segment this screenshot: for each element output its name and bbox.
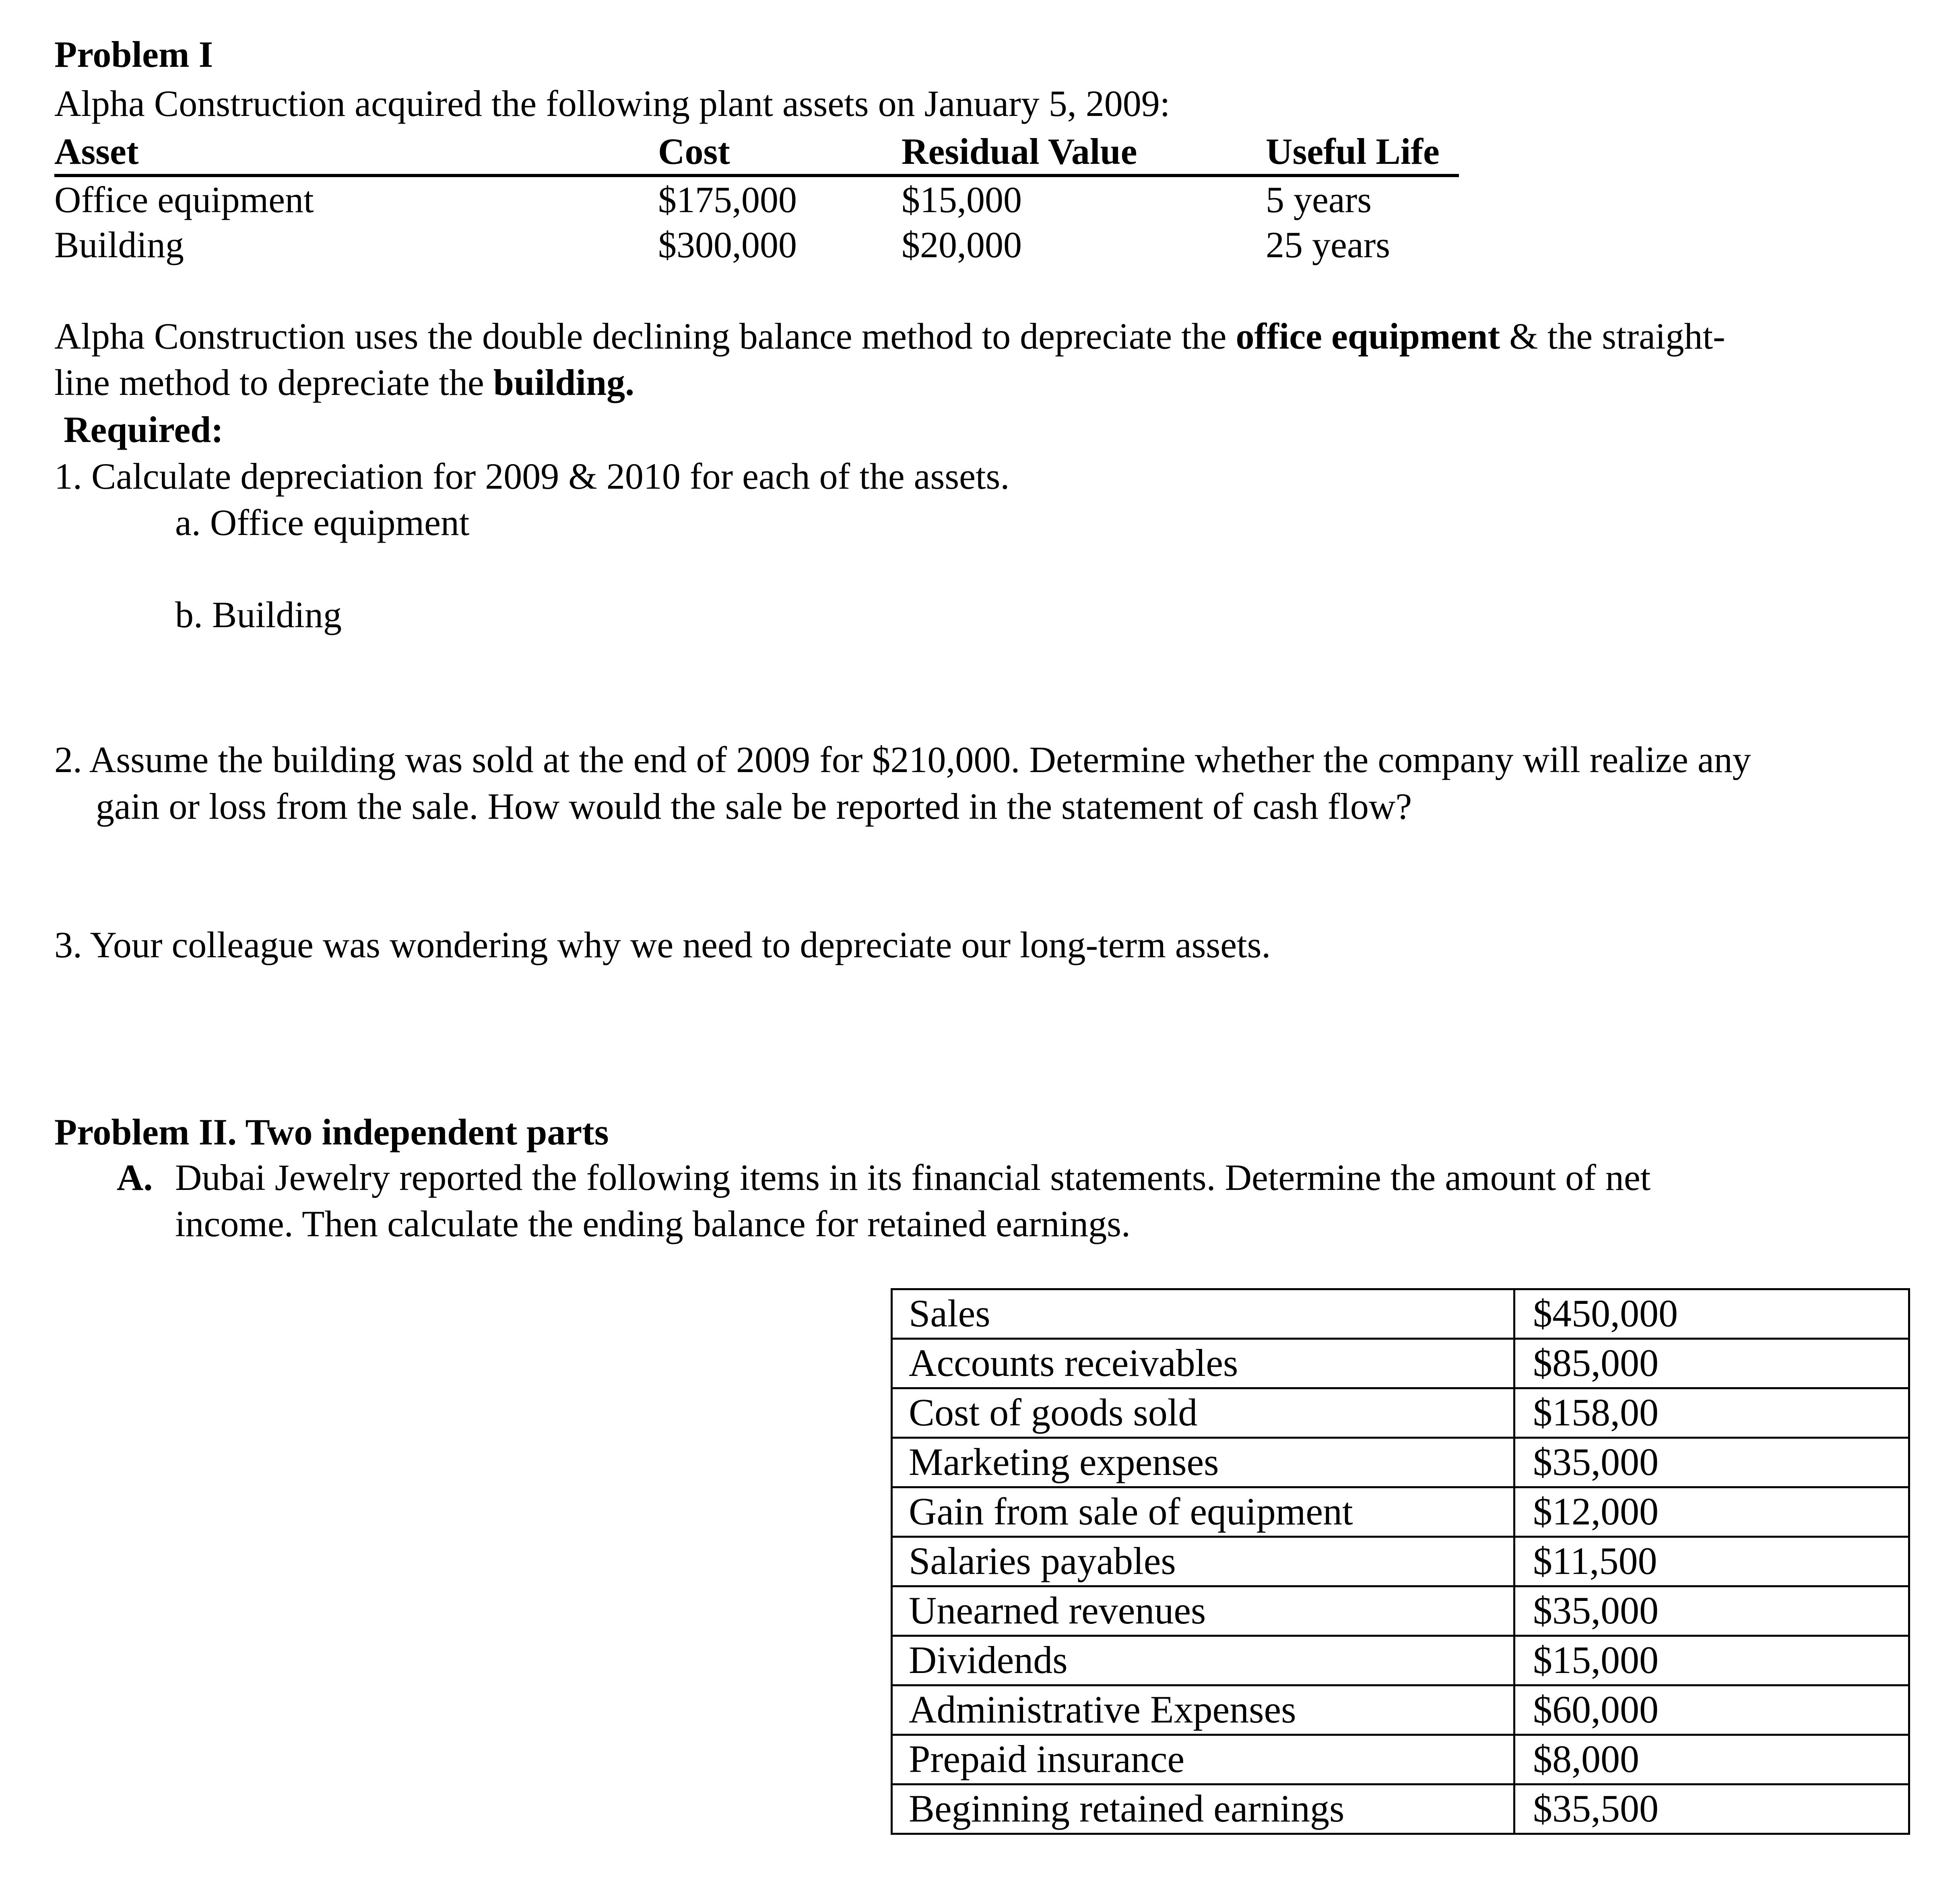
asset-name: Building bbox=[54, 224, 184, 265]
table-row bbox=[892, 1537, 1909, 1586]
asset-residual-value: $20,000 bbox=[902, 224, 1022, 265]
question-2-line-1: 2. Assume the building was sold at the end of 2009 for $210,000. Determine whether the company will realize any bbox=[54, 739, 1751, 780]
column-header-useful-life: Useful Life bbox=[1266, 129, 1459, 176]
table-row bbox=[892, 1636, 1909, 1685]
item-label: Marketing expenses bbox=[892, 1438, 1514, 1487]
method-paragraph-line-1 bbox=[54, 314, 1725, 358]
item-amount: $12,000 bbox=[1514, 1487, 1909, 1537]
table-row bbox=[892, 1339, 1909, 1388]
table-row bbox=[892, 1388, 1909, 1438]
part-a-label: A. bbox=[117, 1157, 153, 1198]
part-a-text-line-1: Dubai Jewelry reported the following items in its financial statements. Determine the amount of net bbox=[175, 1157, 1651, 1198]
column-header-cost: Cost bbox=[658, 129, 902, 176]
plant-assets-table bbox=[54, 129, 1459, 267]
problem-2-title: Problem II. Two independent parts bbox=[54, 1111, 609, 1152]
table-row bbox=[54, 222, 1459, 267]
item-label: Prepaid insurance bbox=[892, 1735, 1514, 1784]
question-3: 3. Your colleague was wondering why we need to depreciate our long-term assets. bbox=[54, 924, 1271, 965]
method-text-2: & the straight- bbox=[1500, 316, 1725, 357]
item-label: Dividends bbox=[892, 1636, 1514, 1685]
required-label: Required: bbox=[64, 409, 223, 450]
table-row bbox=[892, 1438, 1909, 1487]
part-a-text-line-2: income. Then calculate the ending balance for retained earnings. bbox=[175, 1203, 1131, 1244]
asset-cost: $300,000 bbox=[658, 224, 797, 265]
table-header-row bbox=[54, 129, 1459, 176]
item-amount: $85,000 bbox=[1514, 1339, 1909, 1388]
column-header-residual-value: Residual Value bbox=[902, 129, 1266, 176]
table-row bbox=[892, 1487, 1909, 1537]
method-paragraph-line-2 bbox=[54, 360, 634, 405]
item-amount: $15,000 bbox=[1514, 1636, 1909, 1685]
column-header-asset: Asset bbox=[54, 129, 658, 176]
table-row bbox=[892, 1289, 1909, 1339]
question-1b: b. Building bbox=[175, 594, 342, 635]
table-row bbox=[892, 1685, 1909, 1735]
table-row bbox=[892, 1735, 1909, 1784]
item-amount: $8,000 bbox=[1514, 1735, 1909, 1784]
table-row bbox=[892, 1784, 1909, 1834]
question-2-line-2: gain or loss from the sale. How would the sale be reported in the statement of cash flow? bbox=[96, 786, 1412, 827]
item-label: Beginning retained earnings bbox=[892, 1784, 1514, 1834]
financial-items-table bbox=[891, 1288, 1910, 1835]
item-label: Gain from sale of equipment bbox=[892, 1487, 1514, 1537]
asset-cost: $175,000 bbox=[658, 179, 797, 220]
question-1a: a. Office equipment bbox=[175, 502, 470, 543]
item-amount: $60,000 bbox=[1514, 1685, 1909, 1735]
asset-residual-value: $15,000 bbox=[902, 179, 1022, 220]
problem-1-intro: Alpha Construction acquired the following plant assets on January 5, 2009: bbox=[54, 83, 1170, 124]
table-row bbox=[54, 176, 1459, 222]
item-amount: $35,000 bbox=[1514, 1586, 1909, 1636]
item-amount: $450,000 bbox=[1514, 1289, 1909, 1339]
asset-useful-life: 25 years bbox=[1266, 224, 1391, 265]
item-label: Salaries payables bbox=[892, 1537, 1514, 1586]
asset-name: Office equipment bbox=[54, 179, 314, 220]
item-label: Cost of goods sold bbox=[892, 1388, 1514, 1438]
method-text-1: Alpha Construction uses the double declining balance method to depreciate the bbox=[54, 316, 1236, 357]
problem-1-title: Problem I bbox=[54, 34, 213, 75]
item-label: Unearned revenues bbox=[892, 1586, 1514, 1636]
item-amount: $35,500 bbox=[1514, 1784, 1909, 1834]
method-bold-building: building. bbox=[493, 362, 635, 403]
item-amount: $158,00 bbox=[1514, 1388, 1909, 1438]
item-label: Administrative Expenses bbox=[892, 1685, 1514, 1735]
question-1: 1. Calculate depreciation for 2009 & 2010 for each of the assets. bbox=[54, 456, 1010, 497]
item-amount: $35,000 bbox=[1514, 1438, 1909, 1487]
method-bold-office-equipment: office equipment bbox=[1236, 316, 1500, 357]
item-label: Sales bbox=[892, 1289, 1514, 1339]
item-amount: $11,500 bbox=[1514, 1537, 1909, 1586]
asset-useful-life: 5 years bbox=[1266, 179, 1372, 220]
method-text-3: line method to depreciate the bbox=[54, 362, 493, 403]
item-label: Accounts receivables bbox=[892, 1339, 1514, 1388]
table-row bbox=[892, 1586, 1909, 1636]
